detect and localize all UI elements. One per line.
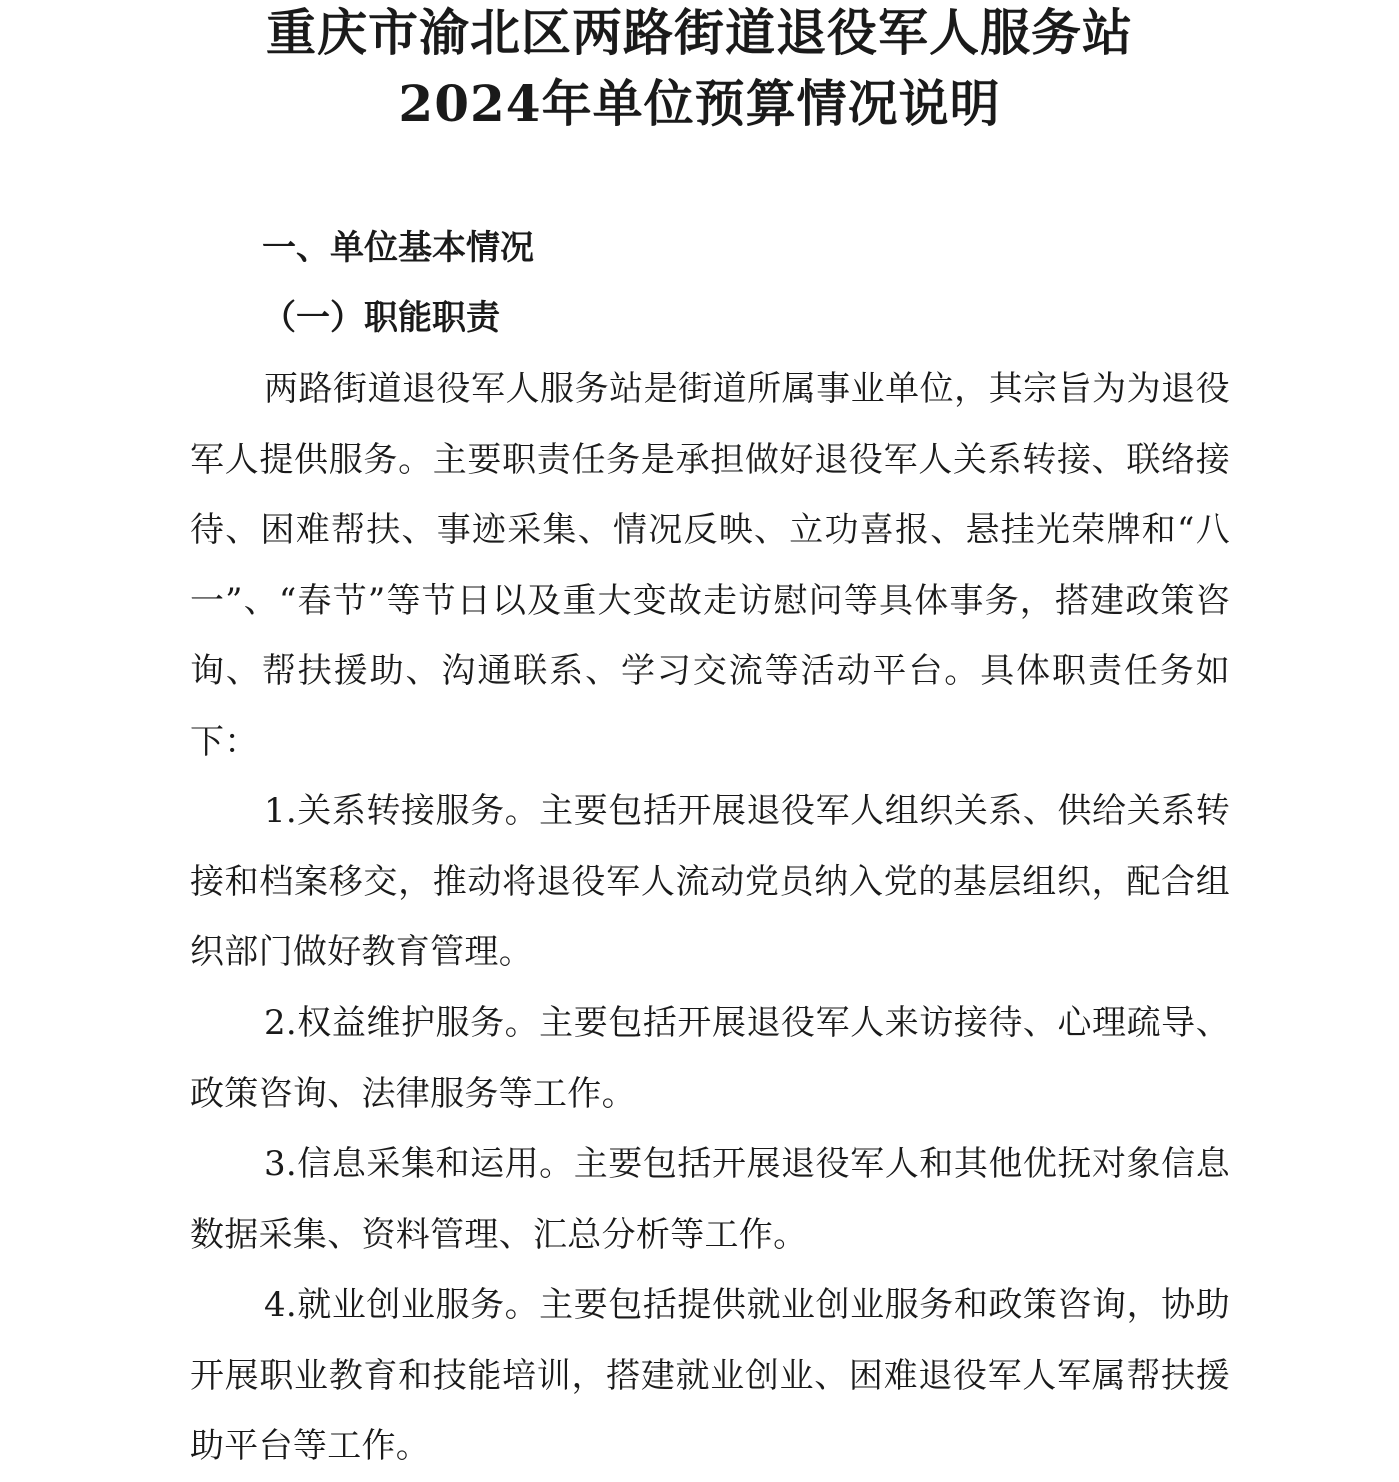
paragraph-rights-protection: 2.权益维护服务。主要包括开展退役军人来访接待、心理疏导、政策咨询、法律服务等工作。: [190, 1003, 1230, 1114]
paragraph-intro: 两路街道退役军人服务站是街道所属事业单位，其宗旨为为退役军人提供服务。主要职责任务是承担做好退役军人关系转接、联络接待、困难帮扶、事迹采集、情况反映、立功喜报、悬挂光荣牌和“八一”、“春节”等节日以及重大变故走访慰问等具体事务，搭建政策咨询、帮扶援助、沟通联系、学习交流等活动平台。具体职责任务如下：: [190, 369, 1230, 762]
document-title-line2: 2024年单位预算情况说明: [398, 74, 1001, 133]
paragraph-employment: 4.就业创业服务。主要包括提供就业创业服务和政策咨询，协助开展职业教育和技能培训，搭建就业创业、困难退役军人军属帮扶援助平台等工作。: [190, 1285, 1230, 1467]
document-title-line1: 重庆市渝北区两路街道退役军人服务站: [266, 3, 1133, 62]
subsection-heading-functions: （一）职能职责: [262, 298, 500, 338]
paragraph-info-collection: 3.信息采集和运用。主要包括开展退役军人和其他优抚对象信息数据采集、资料管理、汇总分析等工作。: [190, 1144, 1230, 1255]
paragraph-relation-transfer: 1.关系转接服务。主要包括开展退役军人组织关系、供给关系转接和档案移交，推动将退役军人流动党员纳入党的基层组织，配合组织部门做好教育管理。: [190, 791, 1230, 973]
section-heading-basic-info: 一、单位基本情况: [262, 228, 534, 268]
